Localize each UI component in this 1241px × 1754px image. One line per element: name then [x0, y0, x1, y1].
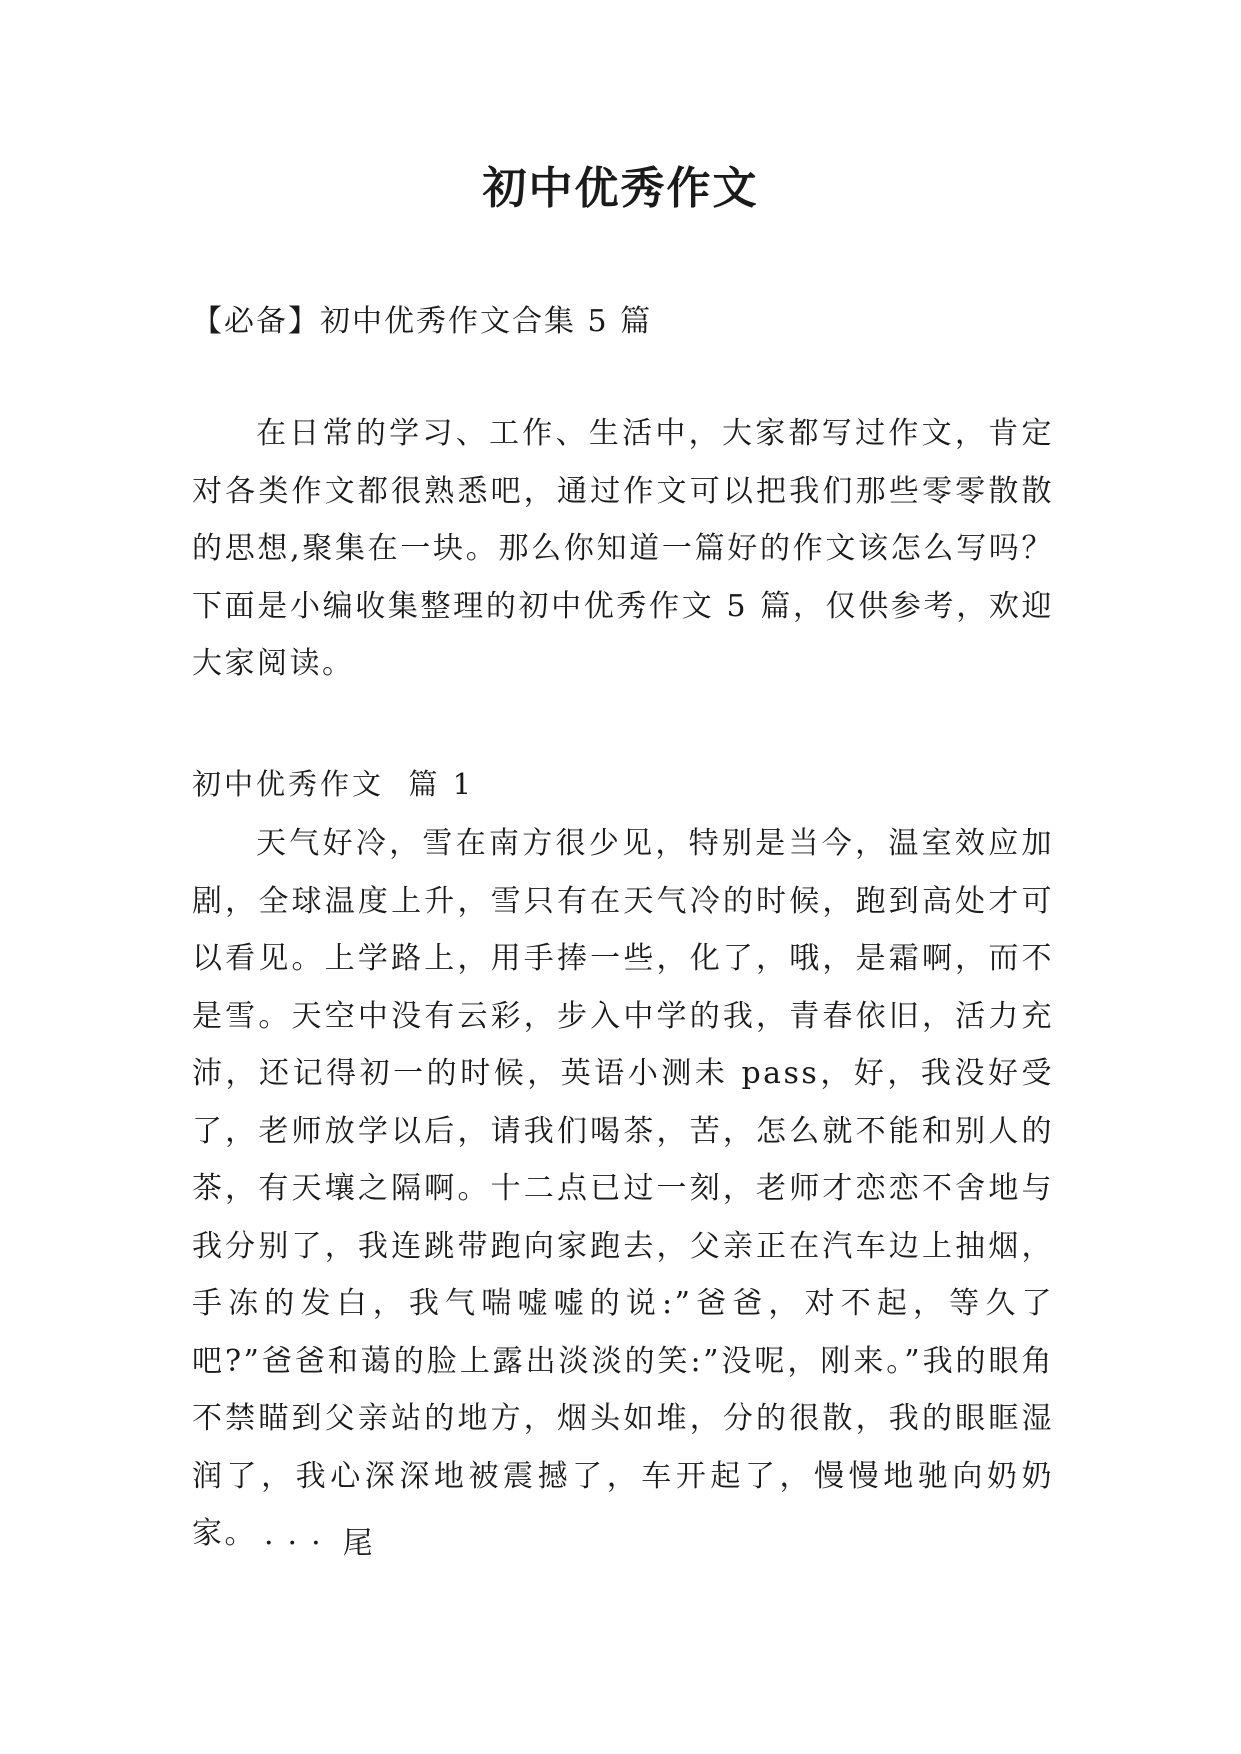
section-body: 天气好冷，雪在南方很少见，特别是当今，温室效应加剧，全球温度上升，雪只有在天气冷的时候，跑到高处才可以看见。上学路上，用手捧一些，化了，哦，是霜啊，而不是雪。天空中没有云彩，步入中学的我，青春依旧，活力充沛，还记得初一的时候，英语小测未 pass，好，我没好受了，老师放学以后，请我们喝茶，苦，怎么就不能和别人的茶，有天壤之隔啊。十二点已过一刻，老师才恋恋不舍地与我分别了，我连跳带跑向家跑去，父亲正在汽车边上抽烟，手冻的发白，我气喘嘘嘘的说:”爸爸，对不起，等久了吧?”爸爸和蔼的脸上露出淡淡的笑:”没呢，刚来。”我的眼角不禁瞄到父亲站的地方，烟头如堆，分的很散，我的眼眶湿润了，我心深深地被震撼了，车开起了，慢慢地驰向奶奶家。 [192, 826, 1054, 1551]
tail-text: 尾 [342, 1526, 375, 1561]
truncated-tail [264, 1518, 375, 1562]
section-heading: 初中优秀作文 篇 1 [192, 767, 475, 801]
document-title: 初中优秀作文 [482, 163, 759, 214]
intro-paragraph: 在日常的学习、工作、生活中，大家都写过作文，肯定对各类作文都很熟悉吧，通过作文可以把我们那些零零散散的思想,聚集在一块。那么你知道一篇好的作文该怎么写吗？下面是小编收集整理的初中优秀作文 5 篇，仅供参考，欢迎大家阅读。 [192, 416, 1054, 681]
ellipsis-dots: ··· [264, 1526, 335, 1561]
document-subtitle: 【必备】初中优秀作文合集 5 篇 [192, 304, 653, 339]
